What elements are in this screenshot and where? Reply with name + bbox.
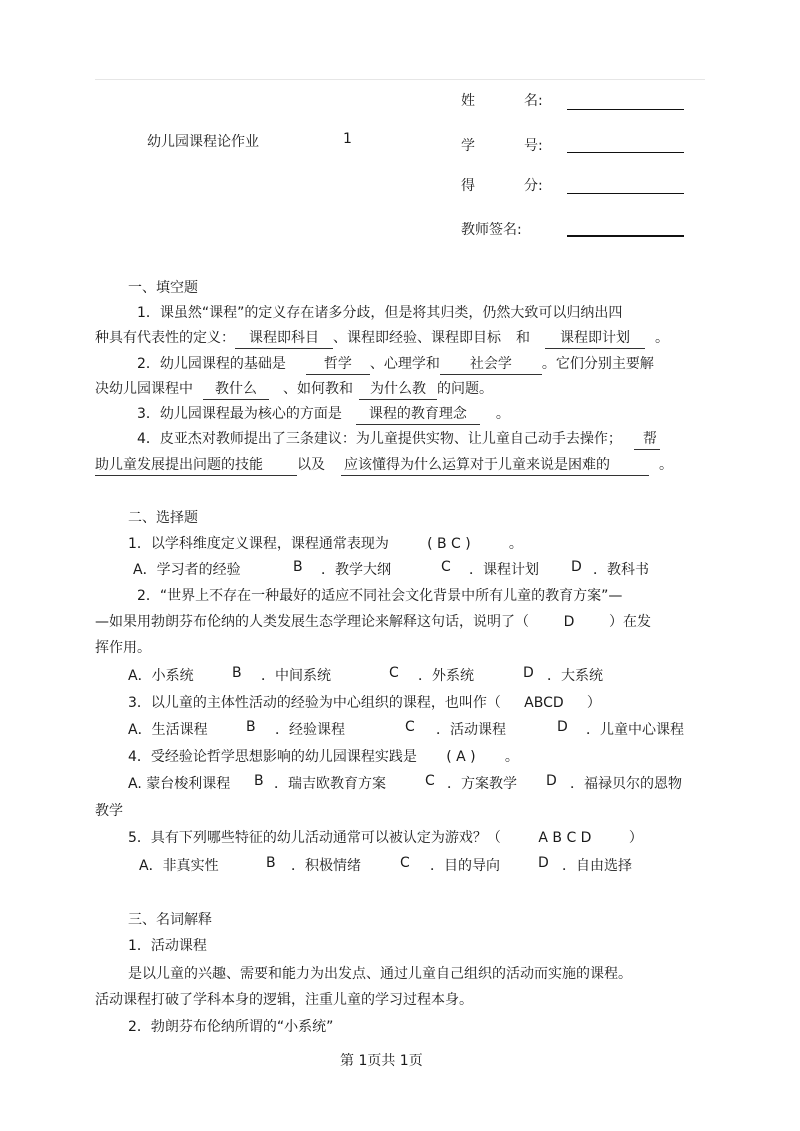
q1-line2: 种具有代表性的定义： 课程即科目 、课程即经验、课程即目标 和 课程即计划 。 [95,327,669,349]
option-b-letter: B [254,773,264,789]
blank-answer: 课程即科目 [235,330,333,349]
option-c: ．外系统 [418,668,474,684]
option-b-letter: B [266,855,276,871]
field-name-c2: 名: [524,93,543,109]
option-a: A．生活课程 [128,722,208,738]
option-a: A. 蒙台梭利课程 [128,776,231,792]
choice-answer: ( B C ) [427,536,471,552]
score-field[interactable] [567,193,684,194]
blank-answer: 哲学 [306,356,370,375]
choice-q5: 5．具有下列哪些特征的幼儿活动通常可以被认定为游戏？（ A B C D ） [128,830,643,846]
term-1-title: 1．活动课程 [128,938,207,954]
choice-answer: ABCD [524,695,564,711]
assignment-number: 1 [343,131,352,147]
assignment-title: 幼儿园课程论作业 [147,134,259,150]
field-id-c1: 学 [461,138,475,154]
option-d: ．儿童中心课程 [586,722,684,738]
field-teacher-c1: 教师签名: [461,222,522,238]
q4-line2: 助儿童发展提出问题的技能 以及 应该懂得为什么运算对于儿童来说是困难的 。 [95,454,673,476]
field-score-c2: 分: [524,178,543,194]
choice-q4: 4．受经验论哲学思想影响的幼儿园课程实践是 ( A ) 。 [128,749,519,765]
option-c-letter: C [441,559,451,575]
choice-answer: D [563,614,575,630]
name-field[interactable] [567,109,684,110]
section-fill-heading: 一、填空题 [128,280,198,296]
option-d-continuation: 教学 [95,803,123,819]
option-d-letter: D [538,855,549,871]
term-1-definition-cont: 活动课程打破了学科本身的逻辑，注重儿童的学习过程本身。 [95,992,473,1008]
q1-line1: 1．课虽然“课程”的定义存在诸多分歧，但是将其归类，仍然大致可以归纳出四 [137,305,623,321]
choice-q2-line2: —如果用勃朗芬布伦纳的人类发展生态学理论来解释这句话，说明了（ D ）在发 [95,614,651,630]
blank-answer: 社会学 [440,356,542,375]
option-d: ．大系统 [547,668,603,684]
option-c-letter: C [389,665,399,681]
option-b: ．积极情绪 [291,858,361,874]
option-b: ．教学大纲 [321,562,391,578]
q4-line1: 4．皮亚杰对教师提出了三条建议：为儿童提供实物、让儿童自己动手去操作； 帮 [137,428,660,450]
option-a: A．学习者的经验 [133,562,241,578]
q3-line: 3．幼儿园课程最为核心的方面是 课程的教育理念 。 [137,403,510,425]
q2-line1: 2．幼儿园课程的基础是 哲学 、心理学和 社会学 。它们分别主要解 [137,353,654,375]
student-id-field[interactable] [567,152,684,153]
option-c-letter: C [425,773,435,789]
blank-answer: 教什么 [203,381,269,400]
choice-q2-line1: 2．“世界上不存在一种最好的适应不同社会文化背景中所有儿童的教育方案”— [137,588,623,604]
choice-q1: 1．以学科维度定义课程，课程通常表现为 ( B C ) 。 [128,536,523,552]
blank-answer: 帮 [634,431,660,450]
blank-answer: 助儿童发展提出问题的技能 [95,457,297,476]
option-d-letter: D [523,665,534,681]
option-c-letter: C [400,855,410,871]
option-b: ．经验课程 [275,722,345,738]
option-c-letter: C [405,719,415,735]
blank-answer: 为什么教 [359,381,437,400]
option-c: ．活动课程 [436,722,506,738]
page-footer: 第 1页共 1页 [340,1053,423,1069]
blank-answer: 课程的教育理念 [356,406,480,425]
option-d-letter: D [571,559,582,575]
q2-line2: 决幼儿园课程中 教什么 、如何教和 为什么教 的问题。 [95,378,493,400]
choice-q3: 3．以儿童的主体性活动的经验为中心组织的课程，也叫作（ ABCD ） [128,695,601,711]
choice-answer: ( A ) [446,749,476,765]
option-b-letter: B [232,665,242,681]
field-id-c2: 号: [524,138,543,154]
field-score-c1: 得 [461,178,475,194]
choice-answer: A B C D [538,830,592,846]
header-rule [95,79,705,80]
blank-answer: 应该懂得为什么运算对于儿童来说是困难的 [341,457,649,476]
option-c: ．方案教学 [447,776,517,792]
option-c: ．课程计划 [469,562,539,578]
teacher-signature-field[interactable] [567,235,684,237]
option-a: A．小系统 [128,668,194,684]
option-b: ．中间系统 [261,668,331,684]
option-c: ．目的导向 [430,858,500,874]
term-1-definition: 是以儿童的兴趣、需要和能力为出发点、通过儿童自己组织的活动而实施的课程。 [128,966,632,982]
section-terms-heading: 三、名词解释 [128,912,212,928]
option-d-letter: D [546,773,557,789]
option-d: ．教科书 [593,562,649,578]
term-2-title: 2．勃朗芬布伦纳所谓的“小系统” [128,1019,334,1035]
option-a: A．非真实性 [139,858,219,874]
blank-answer: 课程即计划 [545,330,645,349]
option-d: ．自由选择 [562,858,632,874]
field-name-c1: 姓 [461,93,475,109]
option-b-letter: B [246,719,256,735]
option-b-letter: B [293,559,303,575]
section-choice-heading: 二、选择题 [128,510,198,526]
option-b: ．瑞吉欧教育方案 [274,776,386,792]
option-d-letter: D [557,719,568,735]
choice-q2-line3: 挥作用。 [95,640,151,656]
option-d: ．福禄贝尔的恩物 [570,776,682,792]
